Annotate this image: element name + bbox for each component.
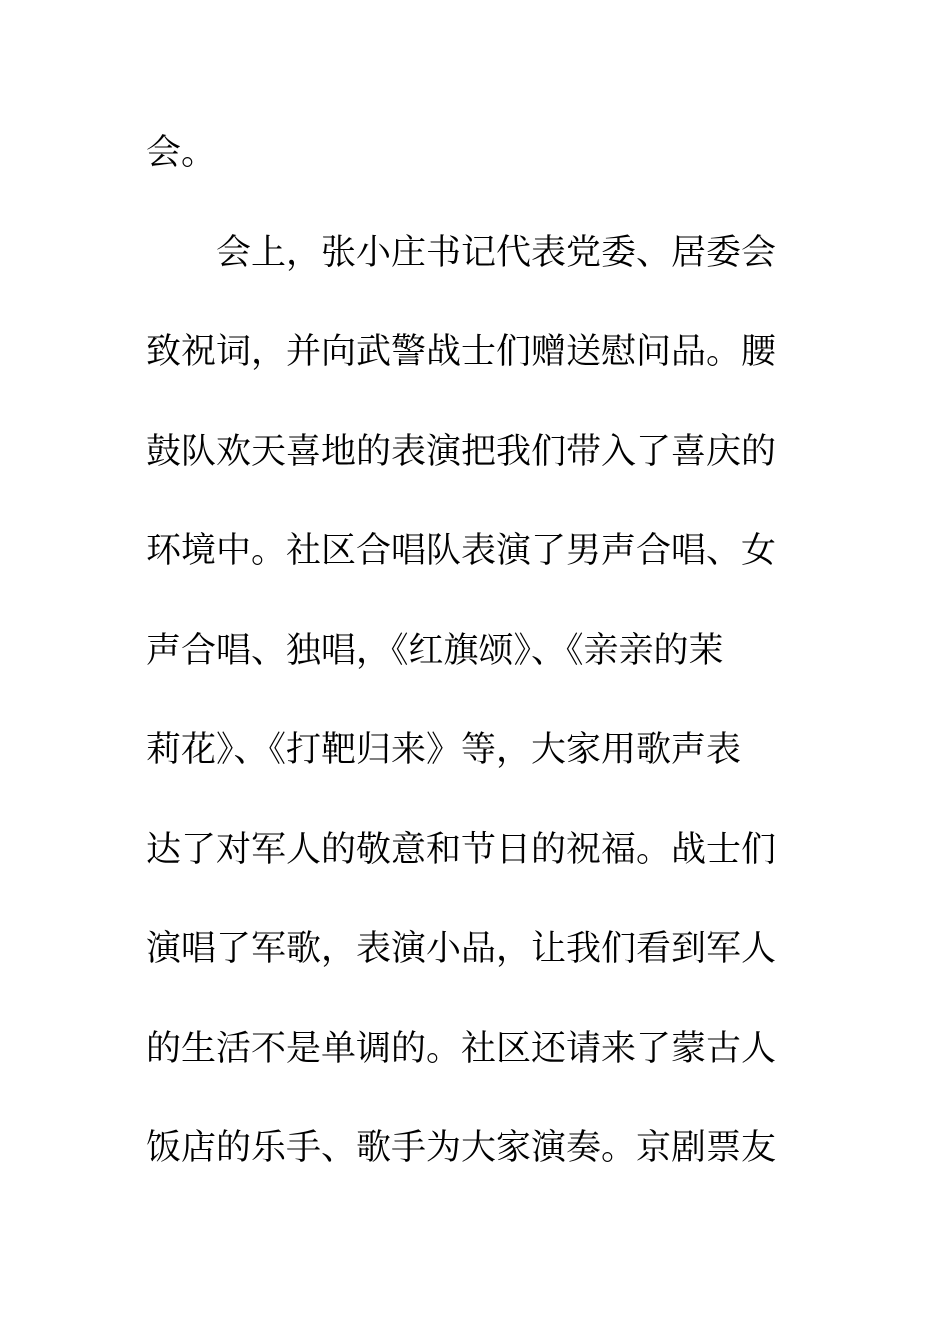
text-line-1: 会。	[146, 133, 217, 173]
text-line-8: 达了对军人的敬意和节日的祝福。战士们	[146, 829, 777, 870]
text-line-6: 声合唱、独唱，《红旗颂》、《亲亲的茉	[146, 630, 724, 671]
text-line-10: 的生活不是单调的。社区还请来了蒙古人	[146, 1028, 777, 1069]
text-line-9: 演唱了军歌，表演小品，让我们看到军人	[146, 929, 777, 969]
text-line-11: 饭店的乐手、歌手为大家演奏。京剧票友	[146, 1128, 777, 1168]
text-line-2: 会上，张小庄书记代表党委、居委会	[216, 232, 777, 273]
body-text	[146, 118, 786, 1213]
text-line-5: 环境中。社区合唱队表演了男声合唱、女	[146, 531, 777, 571]
text-line-3: 致祝词，并向武警战士们赠送慰问品。腰	[146, 332, 777, 372]
text-line-7: 莉花》、《打靶归来》等，大家用歌声表	[146, 730, 742, 770]
text-line-4: 鼓队欢天喜地的表演把我们带入了喜庆的	[146, 431, 777, 472]
